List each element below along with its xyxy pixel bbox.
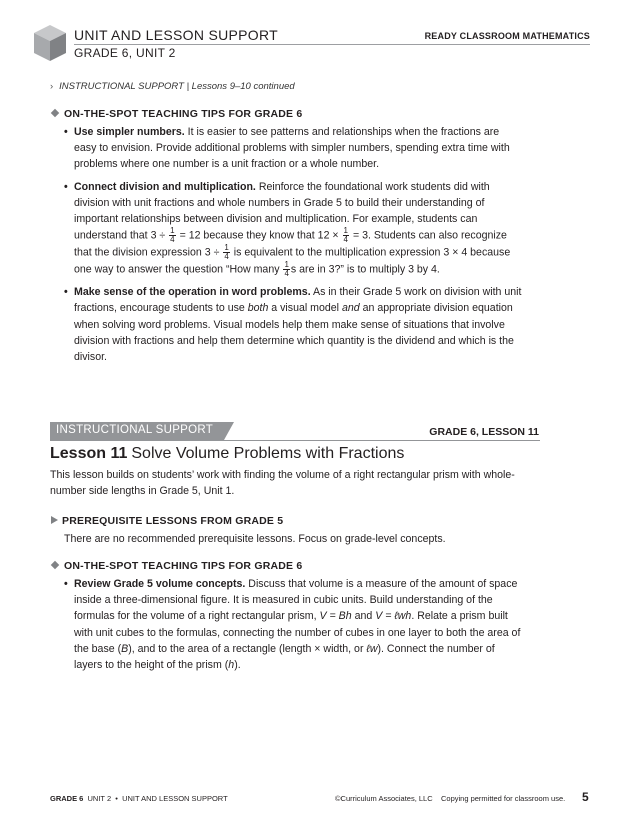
tips-list-2 (64, 576, 524, 679)
list-item: • Make sense of the operation in word problems. As in their Grade 5 work on division with unit fractions, encourage students to use both a visual model and an appropriate division equation when solving word problems. Visual models help them make sense of situations that involve division with fractions and help them determine which quantity is the dividend and which is the divisor. (64, 284, 524, 365)
header-title: UNIT AND LESSON SUPPORT (74, 27, 278, 43)
chevron-right-icon: › (50, 81, 54, 92)
fraction: $\frac{1}{4}$ (224, 243, 229, 262)
tips-list (64, 124, 524, 371)
cube-logo-icon (33, 24, 67, 62)
section-heading-tips: ON-THE-SPOT TEACHING TIPS FOR GRADE 6 (50, 108, 302, 120)
list-item: • Use simpler numbers. It is easier to see patterns and relationships when the fractions are easy to envision. Provide additional problems with simpler numbers, spending extra time with problems where one number is a unit fraction or a whole number. (64, 124, 524, 173)
lesson-intro: This lesson builds on students’ work with finding the volume of a right rectangular prism with whole-number side lengths in Grade 5, Unit 1. (50, 469, 515, 497)
list-item: • Review Grade 5 volume concepts. Discuss that volume is a measure of the amount of space inside a three-dimensional figure. It is measured in cubic units. Build understanding of the formulas for the volume of a right rectangular prism, V = Bh and V = ℓwh. Relate a prism built with unit cubes to the formulas, connecting the number of cubes in one layer to both the area of the base (B), and to the area of a rectangle (length × width, or ℓw). Connect the number of layers to the height of the prism (h). (64, 576, 524, 673)
banner-label: INSTRUCTIONAL SUPPORT (56, 424, 214, 436)
page-number: 5 (582, 790, 589, 804)
lesson-title: Lesson 11 Solve Volume Problems with Fractions (50, 445, 405, 462)
diamond-bullet-icon (51, 561, 59, 569)
footer-left: GRADE 6 UNIT 2 • UNIT AND LESSON SUPPORT (50, 794, 228, 803)
triangle-bullet-icon (51, 516, 58, 524)
banner-lesson-label: GRADE 6, LESSON 11 (429, 426, 539, 438)
diamond-bullet-icon (51, 109, 59, 117)
list-item: • Connect division and multiplication. Reinforce the foundational work students did with division with unit fractions and whole numbers in Grade 5 to build their understanding of important relationships between division and multiplication. For example, students can understand that 3 ÷ $\frac{1}{4}$ = 12 because they know that 12 × $\frac{1}{4}$ = 3. Students can also recognize that the division expression 3 ÷ $\frac{1}{4}$ is equivalent to the multiplication expression 3 × 4 because one way to answer the question “How many $\frac{1}{4}$ s are in 3?” is to multiply 3 by 4. (64, 179, 524, 279)
footer-copyright: ©Curriculum Associates, LLC Copying permitted for classroom use. (335, 794, 566, 803)
breadcrumb (50, 81, 295, 92)
fraction: $\frac{1}{4}$ (170, 226, 175, 245)
section-banner-tip (224, 422, 234, 440)
header-subtitle: GRADE 6, UNIT 2 (74, 46, 176, 60)
fraction: $\frac{1}{4}$ (343, 226, 348, 245)
section-heading-tips-2: ON-THE-SPOT TEACHING TIPS FOR GRADE 6 (50, 560, 302, 572)
header-divider (74, 44, 590, 45)
header-brand: READY CLASSROOM MATHEMATICS (424, 31, 590, 41)
breadcrumb-text: INSTRUCTIONAL SUPPORT | Lessons 9–10 continued (59, 81, 295, 92)
banner-divider (50, 440, 540, 441)
section-heading-prereq: PREREQUISITE LESSONS FROM GRADE 5 (50, 515, 283, 527)
fraction: $\frac{1}{4}$ (284, 260, 289, 279)
prereq-text: There are no recommended prerequisite lessons. Focus on grade-level concepts. (64, 533, 446, 545)
